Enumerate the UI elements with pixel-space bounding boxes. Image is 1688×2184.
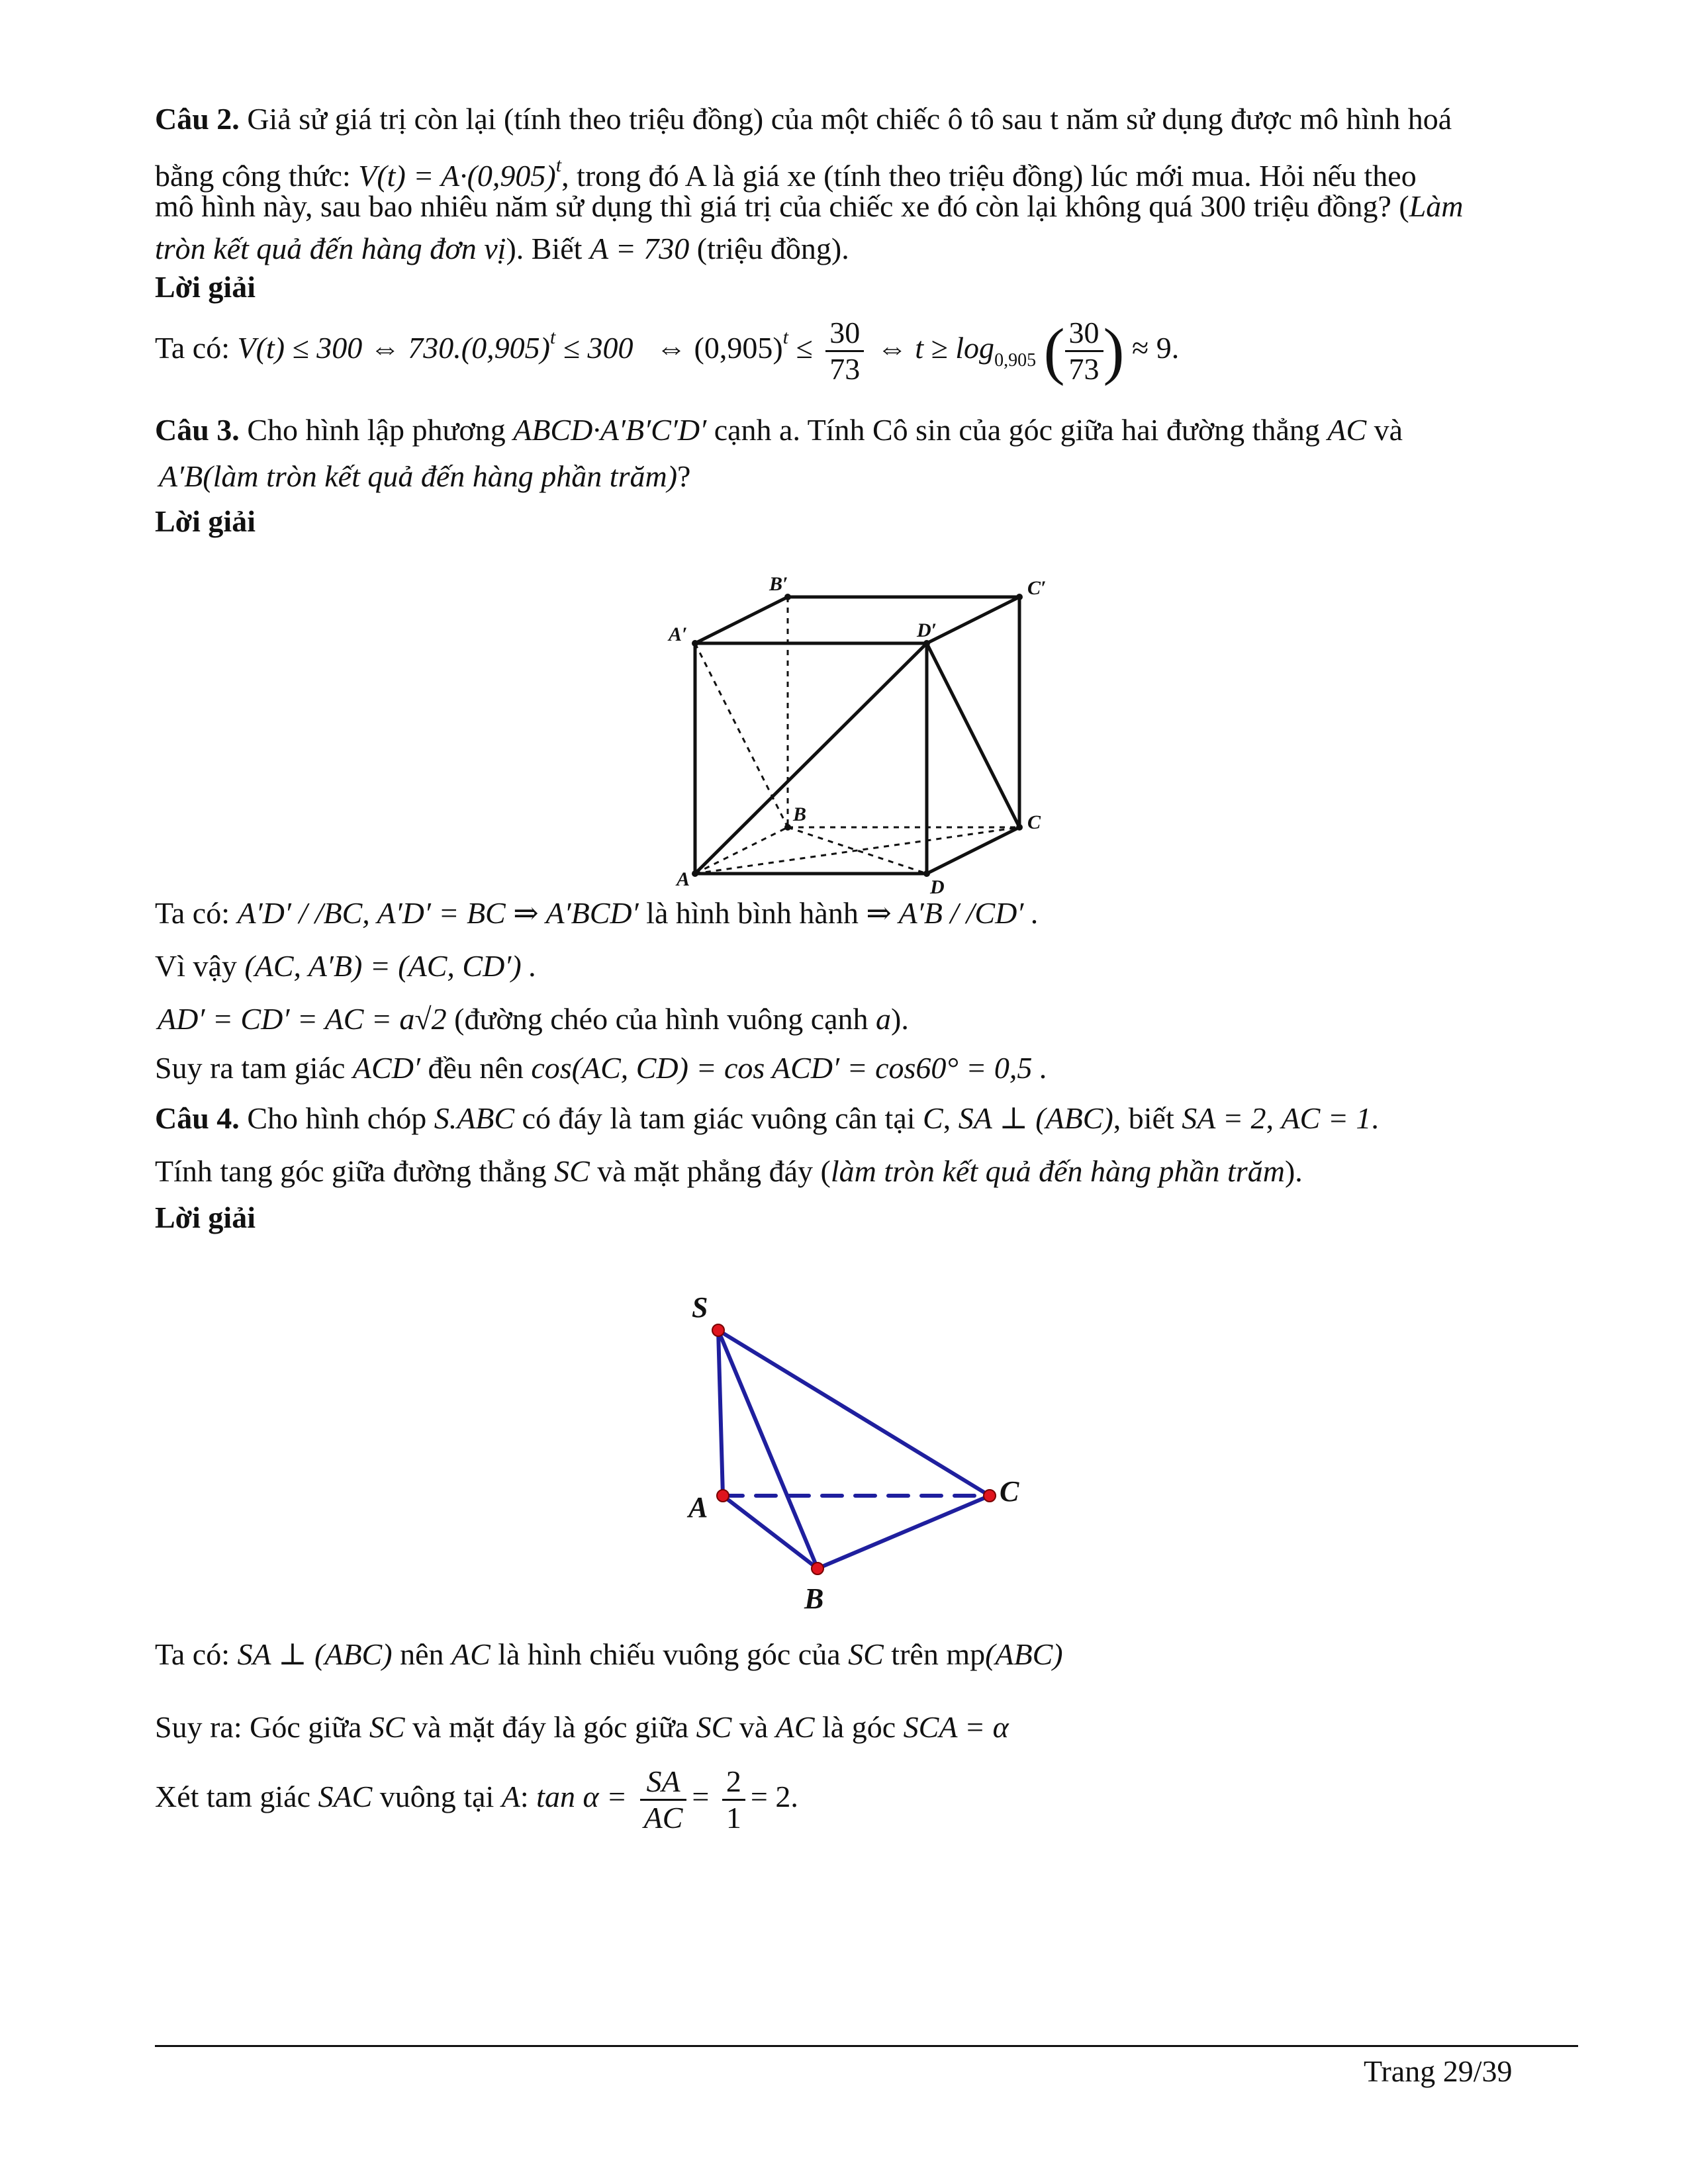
q2-log-base: 0,905 (994, 350, 1037, 371)
label-C: C (1000, 1475, 1019, 1508)
q4-label: Câu 4. (155, 1101, 240, 1135)
q4-sol-line1 (155, 1635, 1063, 1674)
q4-s3-t2: : (520, 1780, 537, 1813)
label-A1: A′ (669, 623, 688, 645)
q4-text-2c: làm tròn kết quả đến hàng phần trăm (830, 1154, 1285, 1188)
q4-cond3: AC = 1 (1281, 1101, 1372, 1135)
q3-ac: AC (1327, 413, 1367, 447)
q2-sol-2: ≤ 300 (555, 331, 633, 365)
q2-frac2-den: 73 (1068, 351, 1100, 386)
q2-sol-6: ≈ 9. (1132, 331, 1180, 365)
q3-text-1a: Cho hình lập phương (247, 413, 514, 447)
q2-fraction-2 (1065, 316, 1103, 387)
q2-sol-prefix: Ta có: (155, 331, 238, 365)
q4-solution-label: Lời giải (155, 1201, 256, 1234)
q4-c: C (923, 1101, 943, 1135)
q2-formula-exp: t (555, 154, 562, 176)
q3-s3-a: a (876, 1002, 892, 1036)
label-D: D (930, 876, 945, 898)
label-B: B (793, 803, 807, 825)
q4-text-1e: , (1266, 1101, 1282, 1135)
q4-s1-plane: (ABC) (985, 1637, 1063, 1671)
q2-text-1: Giả sử giá trị còn lại (tính theo triệu đồng) của một chiếc ô tô sau t năm sử dụng được mô hình hoá (247, 102, 1452, 136)
q2-label: Câu 2. (155, 102, 240, 136)
point-A (717, 1490, 729, 1502)
q2-sol-3: ⇔ (0,905) (656, 331, 783, 365)
q2-sol-exp2: t (782, 326, 788, 348)
q3-line1 (155, 410, 1403, 450)
label-A: A (688, 1491, 708, 1524)
label-B: B (804, 1582, 824, 1615)
diag-D1C (927, 643, 1019, 827)
q3-s4-mid: đều nên (420, 1051, 532, 1085)
q4-frac-2 (722, 1764, 745, 1835)
q2-sol-4: ≤ (788, 331, 813, 365)
q4-s1-t3: trên mp (883, 1637, 986, 1671)
q3-text-1c: và (1366, 413, 1403, 447)
q4-s2-prefix: Suy ra: Góc giữa (155, 1710, 369, 1744)
q3-s4-prefix: Suy ra tam giác (155, 1051, 353, 1085)
point-C (984, 1490, 996, 1502)
q4-s1-t1: nên (392, 1637, 451, 1671)
edge-CD (927, 827, 1019, 874)
q4-cond1: SA ⊥ (ABC) (958, 1101, 1113, 1135)
pyramid-figure (675, 1277, 1046, 1621)
q2-sol-5: ⇔ t ≥ log (876, 331, 995, 365)
q4-sol-line3: Xét tam giác SAC vuông tại A: tan α = $\frac{SA}{AC}$ = $\frac{2}{1}$ = 2. (155, 1764, 798, 1835)
q3-s4-math: cos(AC, CD) = cos ACD′ = cos60° = 0,5 . (531, 1051, 1048, 1085)
q4-text-2d: ). (1284, 1154, 1303, 1188)
label-B1: B′ (769, 573, 788, 595)
q4-s2-ac: AC (775, 1710, 815, 1744)
q3-sol-line3 (158, 999, 909, 1039)
q4-cond2: SA = 2 (1182, 1101, 1266, 1135)
q4-line2 (155, 1152, 1303, 1191)
q2-text-3a: mô hình này, sau bao nhiêu năm sử dụng thì giá trị của chiếc xe đó còn lại không quá 300 triệu đồng? ( (155, 189, 1409, 223)
label-C1: C′ (1027, 577, 1047, 599)
q2-line4 (155, 229, 849, 269)
q3-label: Câu 3. (155, 413, 240, 447)
q4-s1-t2: là hình chiếu vuông góc của (490, 1637, 849, 1671)
q3-sol-line2 (155, 946, 537, 986)
q4-text-2b: và mặt phẳng đáy ( (589, 1154, 831, 1188)
q4-s2-t2: và (731, 1710, 776, 1744)
q3-s3-math: AD′ = CD′ = AC = a√2 (158, 1002, 447, 1036)
cube-figure (662, 569, 1072, 900)
label-C: C (1027, 811, 1041, 833)
q4-s3-a: A (501, 1780, 520, 1813)
point-B (812, 1563, 823, 1574)
diag-AD1 (695, 643, 927, 874)
q2-text-2a: bằng công thức: (155, 159, 359, 193)
q3-text-2: (làm tròn kết quả đến hàng phần trăm) (203, 459, 678, 493)
q3-text-2-end: ? (677, 459, 691, 493)
q3-s4-tri: ACD′ (352, 1051, 420, 1085)
q4-s3-end: = 2. (750, 1780, 798, 1813)
q4-s3-prefix: Xét tam giác (155, 1780, 318, 1813)
q4-s3-tan: tan α = (536, 1780, 628, 1813)
q4-s2-sc2: SC (696, 1710, 732, 1744)
edge-SA (718, 1330, 723, 1496)
q3-solution-label: Lời giải (155, 504, 256, 538)
q4-text-2a: Tính tang góc giữa đường thẳng (155, 1154, 555, 1188)
q3-s1-end: ⇒ A′B / /CD′ . (866, 896, 1039, 930)
q3-s3-end: ). (891, 1002, 909, 1036)
q3-text-1b: cạnh a. Tính Cô sin của góc giữa hai đường thẳng (706, 413, 1328, 447)
q4-s2-sc: SC (369, 1710, 405, 1744)
q4-s1-prefix: Ta có: (155, 1637, 238, 1671)
edge-A1B1 (695, 597, 788, 643)
q4-sol-line2 (155, 1707, 1009, 1747)
q2-frac-num: 30 (825, 316, 864, 352)
q4-s1-math: SA ⊥ (ABC) (237, 1637, 393, 1671)
q3-cube: ABCD·A′B′C′D′ (513, 413, 707, 447)
label-A: A (677, 868, 690, 890)
diag-A1B (695, 643, 788, 827)
q2-text-4b: ). Biết (506, 232, 590, 265)
q2-line1 (155, 99, 1452, 139)
footer-rule (155, 2045, 1578, 2047)
q3-s3-text: (đường chéo của hình vuông cạnh (446, 1002, 876, 1036)
q4-s3-t1: vuông tại (372, 1780, 502, 1813)
q3-sol-line4 (155, 1048, 1047, 1088)
q4-s1-ac: AC (451, 1637, 491, 1671)
q4-text-1c: , (943, 1101, 959, 1135)
q2-text-4a: tròn kết quả đến hàng đơn vị (155, 232, 506, 265)
q4-sc: SC (554, 1154, 590, 1188)
label-S: S (692, 1291, 708, 1324)
q2-frac-den: 73 (829, 351, 861, 386)
q2-given: A = 730 (589, 232, 690, 265)
q2-sol-1: V(t) ≤ 300 ⇔ 730.(0,905) (237, 331, 550, 365)
q2-formula: V(t) = A·(0,905) (358, 159, 556, 193)
q4-pyr: S.ABC (434, 1101, 515, 1135)
q4-f1-den: AC (643, 1800, 683, 1835)
edge-C1D1 (927, 597, 1019, 643)
q4-text-1b: có đáy là tam giác vuông cân tại (514, 1101, 923, 1135)
q4-text-1d: , biết (1113, 1101, 1182, 1135)
q3-s2-prefix: Vì vậy (155, 949, 245, 983)
edge-BC (818, 1496, 990, 1569)
q2-text-4c: (triệu đồng). (689, 232, 849, 265)
q2-sol-exp: t (549, 326, 556, 348)
q2-solution: Ta có: V(t) ≤ 300 ⇔ $730.(0,905)^t \le 300$ ⇔ $(0,905)^t$ ≤ $\frac{30}{73}$ ⇔ $t \ge \log_{0,905}$ ( $\frac{30}{73}$ ) ≈ 9. (155, 315, 1180, 387)
q3-s1-prefix: Ta có: (155, 896, 238, 930)
q2-text-2b: , trong đó A là giá xe (tính theo triệu đồng) lúc mới mua. Hỏi nếu theo (561, 159, 1417, 193)
q3-s2-math: (AC, A′B) = (AC, CD′) . (244, 949, 537, 983)
q3-s1-mid: là hình bình hành (638, 896, 867, 930)
q4-text-1a: Cho hình chóp (247, 1101, 434, 1135)
edge-SC (718, 1330, 990, 1496)
q4-s2-angle: SCA = α (903, 1710, 1009, 1744)
q2-solution-label: Lời giải (155, 270, 256, 304)
q2-text-3b: Làm (1409, 189, 1464, 223)
q4-line1 (155, 1099, 1379, 1138)
q4-f2-den: 1 (726, 1800, 741, 1835)
q2-frac2-num: 30 (1065, 316, 1103, 352)
q4-f2-num: 2 (722, 1764, 745, 1801)
q3-ab: A′B (159, 459, 203, 493)
point-S (712, 1324, 724, 1336)
page-number: Trang 29/39 (1364, 2054, 1513, 2088)
q4-frac-1 (640, 1764, 687, 1835)
q4-s2-t1: và mặt đáy là góc giữa (404, 1710, 696, 1744)
q4-s2-t3: là góc (814, 1710, 904, 1744)
q4-s3-tri: SAC (318, 1780, 373, 1813)
q3-sol-line1 (155, 893, 1039, 933)
q4-s1-sc: SC (848, 1637, 884, 1671)
q4-f1-num: SA (640, 1764, 687, 1801)
q3-line2 (159, 457, 690, 496)
label-D1: D′ (917, 619, 937, 641)
q2-fraction (825, 316, 864, 387)
q3-s1-math: A′D′ / /BC, A′D′ = BC ⇒ A′BCD′ (237, 896, 639, 930)
q2-line3 (155, 187, 1464, 226)
q4-text-1f: . (1371, 1101, 1379, 1135)
